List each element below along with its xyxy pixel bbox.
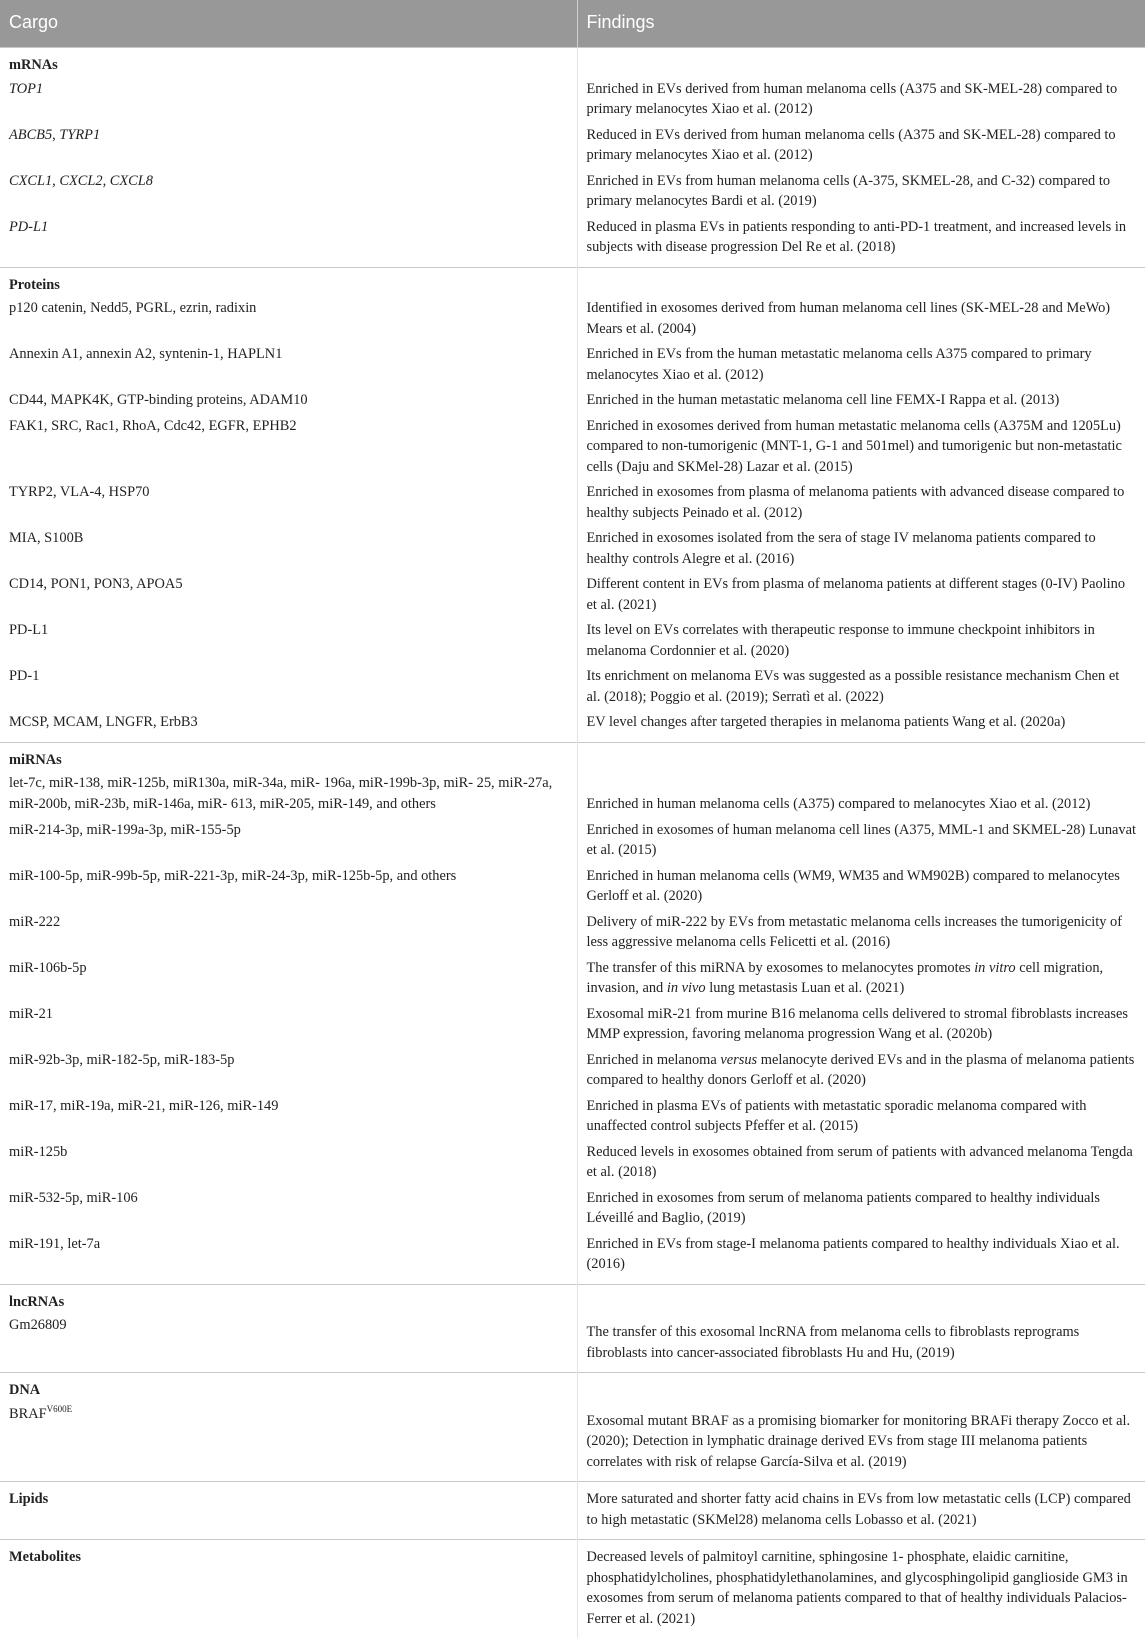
findings-cell: Enriched in EVs derived from human melanoma cells (A375 and SK-MEL-28) compared to primary melanocytes Xiao et al. (2012) [577, 76, 1145, 122]
table-row [0, 817, 1145, 863]
findings-cell: Enriched in EVs from stage-I melanoma patients compared to healthy individuals Xiao et al. (2016) [577, 1231, 1145, 1285]
cargo-cell: miR-532-5p, miR-106 [0, 1185, 577, 1231]
table-row [0, 663, 1145, 709]
findings-cell: Decreased levels of palmitoyl carnitine, sphingosine 1- phosphate, elaidic carnitine, phosphatidylcholines, phosphatidylethanolamines, and glycosphingolipid ganglioside GM3 in exosomes from serum of melanoma patients compared to that of healthy individuals Palacios-Ferrer et al. (2021) [577, 1540, 1145, 1638]
table-row [0, 1139, 1145, 1185]
cargo-cell: Annexin A1, annexin A2, syntenin-1, HAPLN1 [0, 341, 577, 387]
table-row [0, 122, 1145, 168]
table-row [0, 1231, 1145, 1285]
cargo-cell: miR-125b [0, 1139, 577, 1185]
findings-cell: More saturated and shorter fatty acid chains in EVs from low metastatic cells (LCP) compared to high metastatic (SKMel28) melanoma cells Lobasso et al. (2021) [577, 1482, 1145, 1540]
table-row [0, 479, 1145, 525]
cargo-cell: PD-L1 [0, 214, 577, 268]
cargo-cell: MCSP, MCAM, LNGFR, ErbB3 [0, 709, 577, 742]
section-mirnas [0, 742, 1145, 770]
cargo-cell: let-7c, miR-138, miR-125b, miR130a, miR-34a, miR- 196a, miR-199b-3p, miR- 25, miR-27a, miR-200b, miR-23b, miR-146a, miR- 613, miR-205, miR-149, and others [0, 770, 577, 817]
section-title: Lipids [0, 1482, 577, 1540]
section-dna [0, 1373, 1145, 1401]
table-row [0, 1185, 1145, 1231]
findings-cell: Enriched in EVs from the human metastatic melanoma cells A375 compared to primary melanocytes Xiao et al. (2012) [577, 341, 1145, 387]
table-row [0, 863, 1145, 909]
cargo-cell: miR-92b-3p, miR-182-5p, miR-183-5p [0, 1047, 577, 1093]
cargo-cell: miR-100-5p, miR-99b-5p, miR-221-3p, miR-24-3p, miR-125b-5p, and others [0, 863, 577, 909]
section-title: lncRNAs [0, 1284, 577, 1312]
findings-cell: Enriched in the human metastatic melanoma cell line FEMX-I Rappa et al. (2013) [577, 387, 1145, 413]
table-row [0, 770, 1145, 817]
table-row [0, 1047, 1145, 1093]
findings-cell: Enriched in exosomes from serum of melanoma patients compared to healthy individuals Léveillé and Baglio, (2019) [577, 1185, 1145, 1231]
table-row [0, 214, 1145, 268]
findings-cell: Enriched in exosomes from plasma of melanoma patients with advanced disease compared to healthy subjects Peinado et al. (2012) [577, 479, 1145, 525]
section-lncrnas [0, 1284, 1145, 1312]
cargo-cell: Gm26809 [0, 1312, 577, 1373]
table-row [0, 955, 1145, 1001]
cargo-cell: CXCL1, CXCL2, CXCL8 [0, 168, 577, 214]
table-row [0, 571, 1145, 617]
findings-cell: Enriched in exosomes isolated from the sera of stage IV melanoma patients compared to healthy controls Alegre et al. (2016) [577, 525, 1145, 571]
section-title: Proteins [0, 267, 577, 295]
findings-cell: Delivery of miR-222 by EVs from metastatic melanoma cells increases the tumorigenicity of less aggressive melanoma cells Felicetti et al. (2016) [577, 909, 1145, 955]
cargo-cell: CD14, PON1, PON3, APOA5 [0, 571, 577, 617]
findings-cell: The transfer of this miRNA by exosomes to melanocytes promotes in vitro cell migration, invasion, and in vivo lung metastasis Luan et al. (2021) [577, 955, 1145, 1001]
findings-cell: Different content in EVs from plasma of melanoma patients at different stages (0-IV) Paolino et al. (2021) [577, 571, 1145, 617]
section-metabolites [0, 1540, 1145, 1638]
findings-cell: Its level on EVs correlates with therapeutic response to immune checkpoint inhibitors in melanoma Cordonnier et al. (2020) [577, 617, 1145, 663]
table-row [0, 387, 1145, 413]
header-row [0, 0, 1145, 48]
table-row [0, 1312, 1145, 1373]
findings-cell: Reduced in plasma EVs in patients responding to anti-PD-1 treatment, and increased levels in subjects with disease progression Del Re et al. (2018) [577, 214, 1145, 268]
findings-cell: Exosomal miR-21 from murine B16 melanoma cells delivered to stromal fibroblasts increases MMP expression, favoring melanoma progression Wang et al. (2020b) [577, 1001, 1145, 1047]
findings-cell: Exosomal mutant BRAF as a promising biomarker for monitoring BRAFi therapy Zocco et al. (2020); Detection in lymphatic drainage derived EVs from stage III melanoma patients correlates with risk of relapse García-Silva et al. (2019) [577, 1401, 1145, 1482]
table-row [0, 413, 1145, 480]
findings-cell: The transfer of this exosomal lncRNA from melanoma cells to fibroblasts reprograms fibroblasts into cancer-associated fibroblasts Hu and Hu, (2019) [577, 1312, 1145, 1373]
section-proteins [0, 267, 1145, 295]
section-title: miRNAs [0, 742, 577, 770]
findings-cell: Reduced levels in exosomes obtained from serum of patients with advanced melanoma Tengda et al. (2018) [577, 1139, 1145, 1185]
cargo-cell: miR-191, let-7a [0, 1231, 577, 1285]
cargo-cell: TOP1 [0, 76, 577, 122]
header-cargo: Cargo [0, 0, 577, 48]
table-row [0, 168, 1145, 214]
cargo-cell: MIA, S100B [0, 525, 577, 571]
cargo-cell: PD-L1 [0, 617, 577, 663]
table-row [0, 709, 1145, 742]
findings-cell: Enriched in human melanoma cells (A375) compared to melanocytes Xiao et al. (2012) [577, 770, 1145, 817]
header-findings: Findings [577, 0, 1145, 48]
findings-cell: Identified in exosomes derived from human melanoma cell lines (SK-MEL-28 and MeWo) Mears et al. (2004) [577, 295, 1145, 341]
cargo-cell: miR-222 [0, 909, 577, 955]
cargo-cell: p120 catenin, Nedd5, PGRL, ezrin, radixin [0, 295, 577, 341]
table-row [0, 617, 1145, 663]
findings-cell: Enriched in melanoma versus melanocyte derived EVs and in the plasma of melanoma patients compared to healthy donors Gerloff et al. (2020) [577, 1047, 1145, 1093]
cargo-cell: CD44, MAPK4K, GTP-binding proteins, ADAM10 [0, 387, 577, 413]
table-row [0, 1401, 1145, 1482]
cargo-cell: PD-1 [0, 663, 577, 709]
table-row [0, 341, 1145, 387]
section-mrnas [0, 48, 1145, 76]
findings-cell: Enriched in exosomes derived from human metastatic melanoma cells (A375M and 1205Lu) compared to non-tumorigenic (MNT-1, G-1 and 501mel) and tumorigenic but non-metastatic cells (Daju and SKMel-28) Lazar et al. (2015) [577, 413, 1145, 480]
cargo-cell: miR-214-3p, miR-199a-3p, miR-155-5p [0, 817, 577, 863]
findings-cell: Enriched in plasma EVs of patients with metastatic sporadic melanoma compared with unaffected control subjects Pfeffer et al. (2015) [577, 1093, 1145, 1139]
findings-cell: Enriched in exosomes of human melanoma cell lines (A375, MML-1 and SKMEL-28) Lunavat et al. (2015) [577, 817, 1145, 863]
findings-cell: Its enrichment on melanoma EVs was suggested as a possible resistance mechanism Chen et al. (2018); Poggio et al. (2019); Serratì et al. (2022) [577, 663, 1145, 709]
cargo-cell: TYRP2, VLA-4, HSP70 [0, 479, 577, 525]
section-lipids [0, 1482, 1145, 1540]
cargo-cell: ABCB5, TYRP1 [0, 122, 577, 168]
cargo-cell: miR-17, miR-19a, miR-21, miR-126, miR-149 [0, 1093, 577, 1139]
table-row [0, 295, 1145, 341]
section-title: mRNAs [0, 48, 577, 76]
table-row [0, 76, 1145, 122]
section-title: Metabolites [0, 1540, 577, 1638]
cargo-cell: miR-106b-5p [0, 955, 577, 1001]
table-row [0, 1001, 1145, 1047]
section-title: DNA [0, 1373, 577, 1401]
cargo-cell: $BRAF^{V600E}$ [0, 1401, 577, 1482]
findings-cell: Enriched in EVs from human melanoma cells (A-375, SKMEL-28, and C-32) compared to primary melanocytes Bardi et al. (2019) [577, 168, 1145, 214]
cargo-cell: FAK1, SRC, Rac1, RhoA, Cdc42, EGFR, EPHB2 [0, 413, 577, 480]
findings-cell: Reduced in EVs derived from human melanoma cells (A375 and SK-MEL-28) compared to primary melanocytes Xiao et al. (2012) [577, 122, 1145, 168]
cargo-cell: miR-21 [0, 1001, 577, 1047]
findings-cell: EV level changes after targeted therapies in melanoma patients Wang et al. (2020a) [577, 709, 1145, 742]
findings-cell: Enriched in human melanoma cells (WM9, WM35 and WM902B) compared to melanocytes Gerloff et al. (2020) [577, 863, 1145, 909]
table-row [0, 525, 1145, 571]
table-row [0, 909, 1145, 955]
table-row [0, 1093, 1145, 1139]
